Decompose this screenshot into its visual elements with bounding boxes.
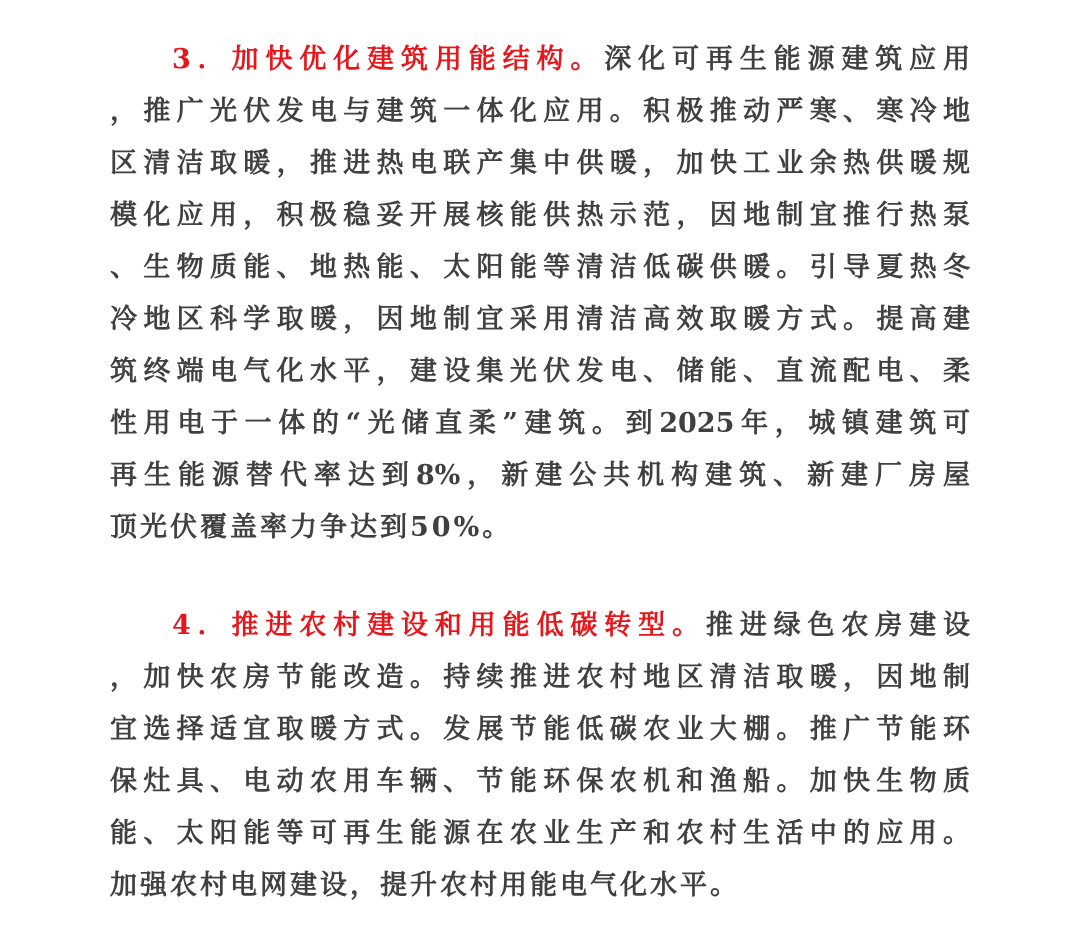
paragraph-line: ，加快农房节能改造。持续推进农村地区清洁取暖，因地制: [110, 662, 970, 693]
paragraph-line: [172, 600, 970, 652]
paragraph-line: 筑终端电气化水平，建设集光伏发电、储能、直流配电、柔: [110, 356, 970, 387]
paragraph-text: 深化可再生能源建筑应用: [604, 44, 970, 75]
paragraph-line: 、生物质能、地热能、太阳能等清洁低碳供暖。引导夏热冬: [110, 252, 970, 283]
paragraph-line: 能、太阳能等可再生能源在农业生产和农村生活中的应用。: [110, 818, 970, 849]
paragraph-line: [172, 34, 970, 86]
paragraph-line: 区清洁取暖，推进热电联产集中供暖，加快工业余热供暖规: [110, 148, 970, 179]
paragraph-line: 加强农村电网建设，提升农村用能电气化水平。: [110, 870, 740, 901]
paragraph-line: 顶光伏覆盖率力争达到50%。: [110, 512, 513, 543]
section-heading: 3．加快优化建筑用能结构。: [172, 44, 605, 75]
paragraph-line: 保灶具、电动农用车辆、节能环保农机和渔船。加快生物质: [110, 766, 970, 797]
paragraph-line: 模化应用，积极稳妥开展核能供热示范，因地制宜推行热泵: [110, 200, 970, 231]
paragraph-line: 冷地区科学取暖，因地制宜采用清洁高效取暖方式。提高建: [110, 304, 970, 335]
paragraph-text: 推进绿色农房建设: [705, 610, 970, 641]
paragraph-line: ，推广光伏发电与建筑一体化应用。积极推动严寒、寒冷地: [110, 96, 970, 127]
paragraph-line: 宜选择适宜取暖方式。发展节能低碳农业大棚。推广节能环: [110, 714, 970, 745]
paragraph-line: 性用电于一体的“光储直柔”建筑。到2025年，城镇建筑可: [110, 408, 970, 439]
paragraph-line: 再生能源替代率达到8%，新建公共机构建筑、新建厂房屋: [110, 460, 970, 491]
section-heading: 4．推进农村建设和用能低碳转型。: [172, 610, 706, 641]
